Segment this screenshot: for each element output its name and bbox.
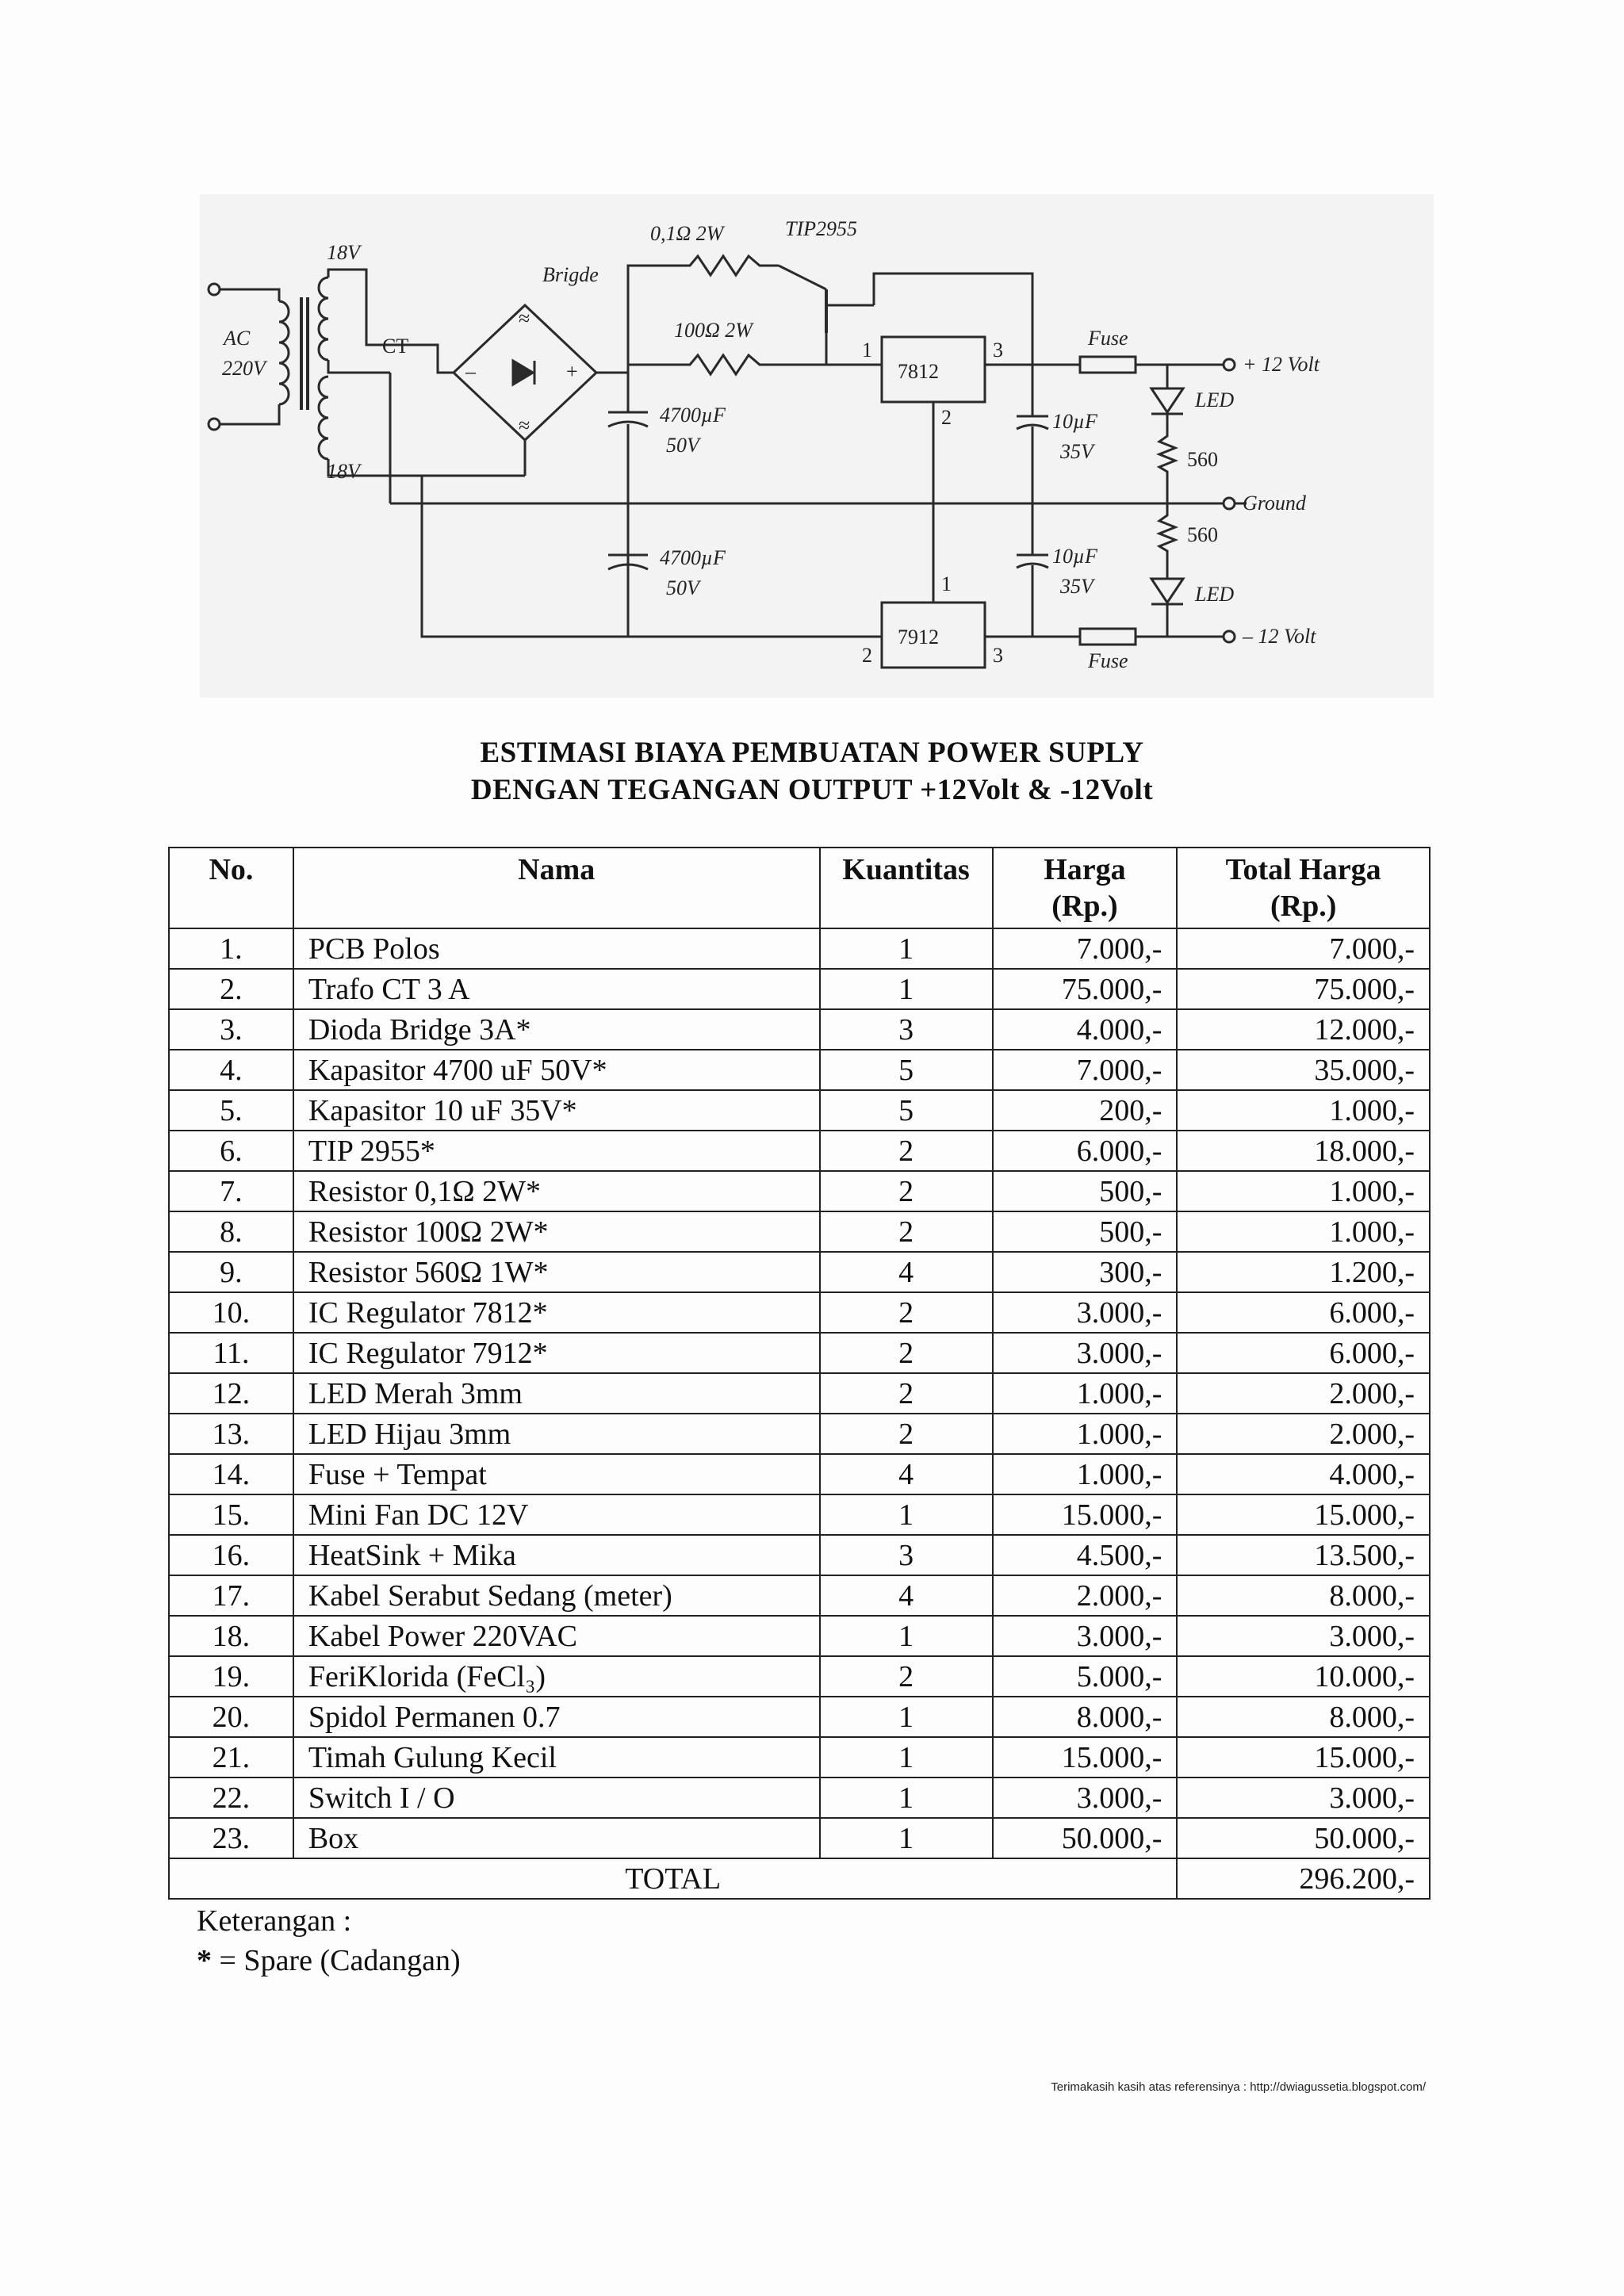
cell-harga: 3.000,- xyxy=(993,1333,1178,1373)
table-body xyxy=(169,928,1430,1858)
cell-total-harga: 8.000,- xyxy=(1177,1697,1430,1737)
cell-kuantitas: 4 xyxy=(820,1575,993,1616)
cell-kuantitas: 2 xyxy=(820,1656,993,1697)
cell-kuantitas: 1 xyxy=(820,1737,993,1777)
led-bottom xyxy=(1151,579,1183,603)
cell-harga: 1.000,- xyxy=(993,1454,1178,1494)
cell-kuantitas: 3 xyxy=(820,1535,993,1575)
cell-nama: Kabel Power 220VAC xyxy=(293,1616,820,1656)
cell-total-harga: 6.000,- xyxy=(1177,1292,1430,1333)
table-row xyxy=(169,1211,1430,1252)
header-total-line1: Total Harga xyxy=(1225,853,1381,886)
cell-total-harga: 1.000,- xyxy=(1177,1090,1430,1131)
reg-neg-label: 7912 xyxy=(898,626,939,649)
cap-bottom-voltage: 50V xyxy=(666,576,699,599)
cell-total-harga: 1.200,- xyxy=(1177,1252,1430,1292)
cell-harga: 7.000,- xyxy=(993,928,1178,969)
ac-label: AC xyxy=(224,327,251,350)
cell-no: 23. xyxy=(169,1818,293,1858)
cell-nama: FeriKlorida (FeCl₃) xyxy=(293,1656,820,1697)
cell-harga: 15.000,- xyxy=(993,1737,1178,1777)
cell-nama: Resistor 100Ω 2W* xyxy=(293,1211,820,1252)
cell-no: 11. xyxy=(169,1333,293,1373)
cell-total-harga: 3.000,- xyxy=(1177,1777,1430,1818)
res-mid-label: 100Ω 2W xyxy=(674,319,753,342)
cell-harga: 75.000,- xyxy=(993,969,1178,1009)
cell-kuantitas: 2 xyxy=(820,1131,993,1171)
cell-harga: 15.000,- xyxy=(993,1494,1178,1535)
out-pos-label: + 12 Volt xyxy=(1243,353,1320,376)
bridge-ac-symbol-bottom: ≈ xyxy=(519,414,530,437)
cell-nama: PCB Polos xyxy=(293,928,820,969)
small-cap-bottom-voltage: 35V xyxy=(1060,575,1094,598)
cell-nama: Mini Fan DC 12V xyxy=(293,1494,820,1535)
bridge-ac-symbol-top: ≈ xyxy=(519,307,530,330)
cell-harga: 5.000,- xyxy=(993,1656,1178,1697)
document-title-line-1: ESTIMASI BIAYA PEMBUATAN POWER SUPLY xyxy=(480,737,1144,769)
cell-no: 12. xyxy=(169,1373,293,1414)
cell-nama: Resistor 0,1Ω 2W* xyxy=(293,1171,820,1211)
table-row xyxy=(169,1535,1430,1575)
cell-harga: 1.000,- xyxy=(993,1414,1178,1454)
cell-no: 2. xyxy=(169,969,293,1009)
header-nama: Nama xyxy=(293,848,820,928)
cell-harga: 6.000,- xyxy=(993,1131,1178,1171)
res-led-top-label: 560 xyxy=(1187,448,1218,471)
out-neg-label: – 12 Volt xyxy=(1243,625,1316,648)
reg-pos-label: 7812 xyxy=(898,360,939,383)
cell-total-harga: 15.000,- xyxy=(1177,1737,1430,1777)
footer-credit: Terimakasih kasih atas referensinya : http://dwiagussetia.blogspot.com/ xyxy=(1051,2080,1426,2094)
ac-terminal-top xyxy=(209,284,220,295)
cell-total-harga: 1.000,- xyxy=(1177,1211,1430,1252)
header-kuantitas: Kuantitas xyxy=(820,848,993,928)
cell-total-harga: 2.000,- xyxy=(1177,1414,1430,1454)
transformer-secondary-top xyxy=(319,277,328,360)
resistor-0-1-ohm xyxy=(676,256,779,275)
cell-no: 1. xyxy=(169,928,293,969)
table-row xyxy=(169,1090,1430,1131)
total-value: 296.200,- xyxy=(1177,1858,1430,1899)
cell-kuantitas: 2 xyxy=(820,1292,993,1333)
cell-nama: IC Regulator 7812* xyxy=(293,1292,820,1333)
cell-nama: Kapasitor 10 uF 35V* xyxy=(293,1090,820,1131)
reg-pos-pin3: 3 xyxy=(993,339,1003,362)
table-row xyxy=(169,1050,1430,1090)
cell-kuantitas: 1 xyxy=(820,1697,993,1737)
resistor-560-top xyxy=(1159,414,1175,503)
table-row xyxy=(169,1333,1430,1373)
reg-pos-pin1: 1 xyxy=(862,339,872,362)
table-row xyxy=(169,1777,1430,1818)
cell-no: 13. xyxy=(169,1414,293,1454)
fuse-bottom xyxy=(1080,629,1136,645)
cell-total-harga: 2.000,- xyxy=(1177,1373,1430,1414)
cell-kuantitas: 2 xyxy=(820,1414,993,1454)
cell-no: 5. xyxy=(169,1090,293,1131)
cell-total-harga: 1.000,- xyxy=(1177,1171,1430,1211)
cell-nama: Fuse + Tempat xyxy=(293,1454,820,1494)
header-harga xyxy=(993,848,1178,928)
cell-total-harga: 4.000,- xyxy=(1177,1454,1430,1494)
cell-harga: 8.000,- xyxy=(993,1697,1178,1737)
cell-no: 17. xyxy=(169,1575,293,1616)
bridge-label: Brigde xyxy=(542,263,599,286)
cell-total-harga: 35.000,- xyxy=(1177,1050,1430,1090)
cell-total-harga: 8.000,- xyxy=(1177,1575,1430,1616)
ct-label: CT xyxy=(382,335,409,358)
cell-kuantitas: 2 xyxy=(820,1373,993,1414)
fuse-top-label: Fuse xyxy=(1088,327,1128,350)
cell-no: 4. xyxy=(169,1050,293,1090)
power-supply-schematic xyxy=(200,194,1434,698)
cell-harga: 7.000,- xyxy=(993,1050,1178,1090)
winding-top-label: 18V xyxy=(327,241,360,264)
output-terminal-gnd xyxy=(1224,498,1235,509)
cell-nama: LED Hijau 3mm xyxy=(293,1414,820,1454)
reg-pos-pin2: 2 xyxy=(941,406,952,429)
header-harga-line1: Harga xyxy=(1044,853,1126,886)
cell-nama: Kapasitor 4700 uF 50V* xyxy=(293,1050,820,1090)
cell-nama: Trafo CT 3 A xyxy=(293,969,820,1009)
fuse-top xyxy=(1080,357,1136,373)
bridge-plus: + xyxy=(566,360,578,383)
total-label: TOTAL xyxy=(169,1858,1177,1899)
cell-nama: LED Merah 3mm xyxy=(293,1373,820,1414)
cell-total-harga: 13.500,- xyxy=(1177,1535,1430,1575)
header-total-harga xyxy=(1177,848,1430,928)
document-title-line-2: DENGAN TEGANGAN OUTPUT +12Volt & -12Volt xyxy=(470,774,1154,806)
cap-top-value: 4700µF xyxy=(660,404,726,427)
out-gnd-label: Ground xyxy=(1243,492,1306,515)
cell-kuantitas: 4 xyxy=(820,1454,993,1494)
fuse-bottom-label: Fuse xyxy=(1088,649,1128,672)
transformer-primary xyxy=(279,301,289,404)
cell-kuantitas: 4 xyxy=(820,1252,993,1292)
cell-nama: IC Regulator 7912* xyxy=(293,1333,820,1373)
cell-nama: Spidol Permanen 0.7 xyxy=(293,1697,820,1737)
cell-kuantitas: 2 xyxy=(820,1211,993,1252)
reg-neg-pin1: 1 xyxy=(941,572,952,595)
output-terminal-neg xyxy=(1224,631,1235,642)
cell-no: 16. xyxy=(169,1535,293,1575)
notes-heading: Keterangan : xyxy=(197,1904,352,1938)
cell-no: 9. xyxy=(169,1252,293,1292)
table-row xyxy=(169,969,1430,1009)
cell-kuantitas: 1 xyxy=(820,928,993,969)
header-no: No. xyxy=(169,848,293,928)
cell-no: 8. xyxy=(169,1211,293,1252)
cell-no: 6. xyxy=(169,1131,293,1171)
cell-no: 10. xyxy=(169,1292,293,1333)
cell-harga: 300,- xyxy=(993,1252,1178,1292)
winding-bottom-label: 18V xyxy=(327,460,360,483)
cell-nama: HeatSink + Mika xyxy=(293,1535,820,1575)
cell-total-harga: 3.000,- xyxy=(1177,1616,1430,1656)
cell-kuantitas: 5 xyxy=(820,1090,993,1131)
reg-neg-pin2: 2 xyxy=(862,644,872,667)
table-row xyxy=(169,1656,1430,1697)
cell-no: 7. xyxy=(169,1171,293,1211)
res-led-bottom-label: 560 xyxy=(1187,523,1218,546)
cell-harga: 1.000,- xyxy=(993,1373,1178,1414)
cell-kuantitas: 1 xyxy=(820,1777,993,1818)
cell-kuantitas: 3 xyxy=(820,1009,993,1050)
cell-no: 18. xyxy=(169,1616,293,1656)
small-cap-bottom-value: 10µF xyxy=(1052,545,1097,568)
cell-no: 15. xyxy=(169,1494,293,1535)
res-top-label: 0,1Ω 2W xyxy=(650,222,724,245)
cap-bottom-value: 4700µF xyxy=(660,546,726,569)
cell-harga: 4.500,- xyxy=(993,1535,1178,1575)
cell-nama: Switch I / O xyxy=(293,1777,820,1818)
table-row xyxy=(169,1373,1430,1414)
cell-no: 3. xyxy=(169,1009,293,1050)
notes-section xyxy=(197,1901,461,1980)
cell-total-harga: 6.000,- xyxy=(1177,1333,1430,1373)
cell-harga: 4.000,- xyxy=(993,1009,1178,1050)
cell-total-harga: 12.000,- xyxy=(1177,1009,1430,1050)
table-row xyxy=(169,1414,1430,1454)
cell-kuantitas: 2 xyxy=(820,1171,993,1211)
cell-nama: Box xyxy=(293,1818,820,1858)
cell-total-harga: 18.000,- xyxy=(1177,1131,1430,1171)
table-row xyxy=(169,1616,1430,1656)
header-total-line2: (Rp.) xyxy=(1270,890,1337,923)
notes-spare-line xyxy=(197,1941,461,1980)
cell-kuantitas: 2 xyxy=(820,1333,993,1373)
table-row xyxy=(169,1292,1430,1333)
cell-kuantitas: 1 xyxy=(820,1818,993,1858)
cell-no: 19. xyxy=(169,1656,293,1697)
cell-kuantitas: 1 xyxy=(820,969,993,1009)
cell-no: 14. xyxy=(169,1454,293,1494)
bridge-minus: – xyxy=(465,360,476,383)
table-row xyxy=(169,928,1430,969)
notes-spare-text: = Spare (Cadangan) xyxy=(212,1944,461,1977)
cell-total-harga: 50.000,- xyxy=(1177,1818,1430,1858)
cell-nama: Dioda Bridge 3A* xyxy=(293,1009,820,1050)
transformer-secondary-bottom xyxy=(319,377,328,459)
reg-neg-pin3: 3 xyxy=(993,644,1003,667)
cell-nama: Kabel Serabut Sedang (meter) xyxy=(293,1575,820,1616)
cell-kuantitas: 5 xyxy=(820,1050,993,1090)
cell-total-harga: 15.000,- xyxy=(1177,1494,1430,1535)
cell-harga: 200,- xyxy=(993,1090,1178,1131)
table-row xyxy=(169,1131,1430,1171)
cell-kuantitas: 1 xyxy=(820,1494,993,1535)
cell-total-harga: 10.000,- xyxy=(1177,1656,1430,1697)
header-harga-line2: (Rp.) xyxy=(1051,890,1118,923)
ac-terminal-bottom xyxy=(209,419,220,430)
transistor-label: TIP2955 xyxy=(785,217,857,240)
table-row xyxy=(169,1454,1430,1494)
cell-harga: 3.000,- xyxy=(993,1616,1178,1656)
cell-nama: TIP 2955* xyxy=(293,1131,820,1171)
cell-harga: 500,- xyxy=(993,1211,1178,1252)
cell-harga: 3.000,- xyxy=(993,1777,1178,1818)
cost-estimate-table xyxy=(168,847,1431,1900)
table-row xyxy=(169,1171,1430,1211)
cell-harga: 500,- xyxy=(993,1171,1178,1211)
table-row xyxy=(169,1697,1430,1737)
cap-top-voltage: 50V xyxy=(666,434,699,457)
ac-voltage-label: 220V xyxy=(222,357,266,380)
table-total-row xyxy=(169,1858,1430,1899)
table-row xyxy=(169,1252,1430,1292)
cell-nama: Timah Gulung Kecil xyxy=(293,1737,820,1777)
led-top-label: LED xyxy=(1195,388,1235,411)
table-header-row xyxy=(169,848,1430,928)
table-row xyxy=(169,1737,1430,1777)
cell-total-harga: 75.000,- xyxy=(1177,969,1430,1009)
table-row xyxy=(169,1009,1430,1050)
output-terminal-pos xyxy=(1224,359,1235,370)
notes-asterisk: * xyxy=(197,1944,212,1977)
cell-kuantitas: 1 xyxy=(820,1616,993,1656)
cell-harga: 2.000,- xyxy=(993,1575,1178,1616)
led-bottom-label: LED xyxy=(1195,583,1235,606)
table-row xyxy=(169,1575,1430,1616)
cell-harga: 50.000,- xyxy=(993,1818,1178,1858)
cell-no: 21. xyxy=(169,1737,293,1777)
table-row xyxy=(169,1818,1430,1858)
small-cap-top-value: 10µF xyxy=(1052,410,1097,433)
small-cap-top-voltage: 35V xyxy=(1060,440,1094,463)
cell-harga: 3.000,- xyxy=(993,1292,1178,1333)
cell-no: 20. xyxy=(169,1697,293,1737)
cell-no: 22. xyxy=(169,1777,293,1818)
resistor-560-bottom xyxy=(1159,503,1175,579)
table-row xyxy=(169,1494,1430,1535)
led-top xyxy=(1151,388,1183,412)
cell-nama: Resistor 560Ω 1W* xyxy=(293,1252,820,1292)
cell-total-harga: 7.000,- xyxy=(1177,928,1430,969)
